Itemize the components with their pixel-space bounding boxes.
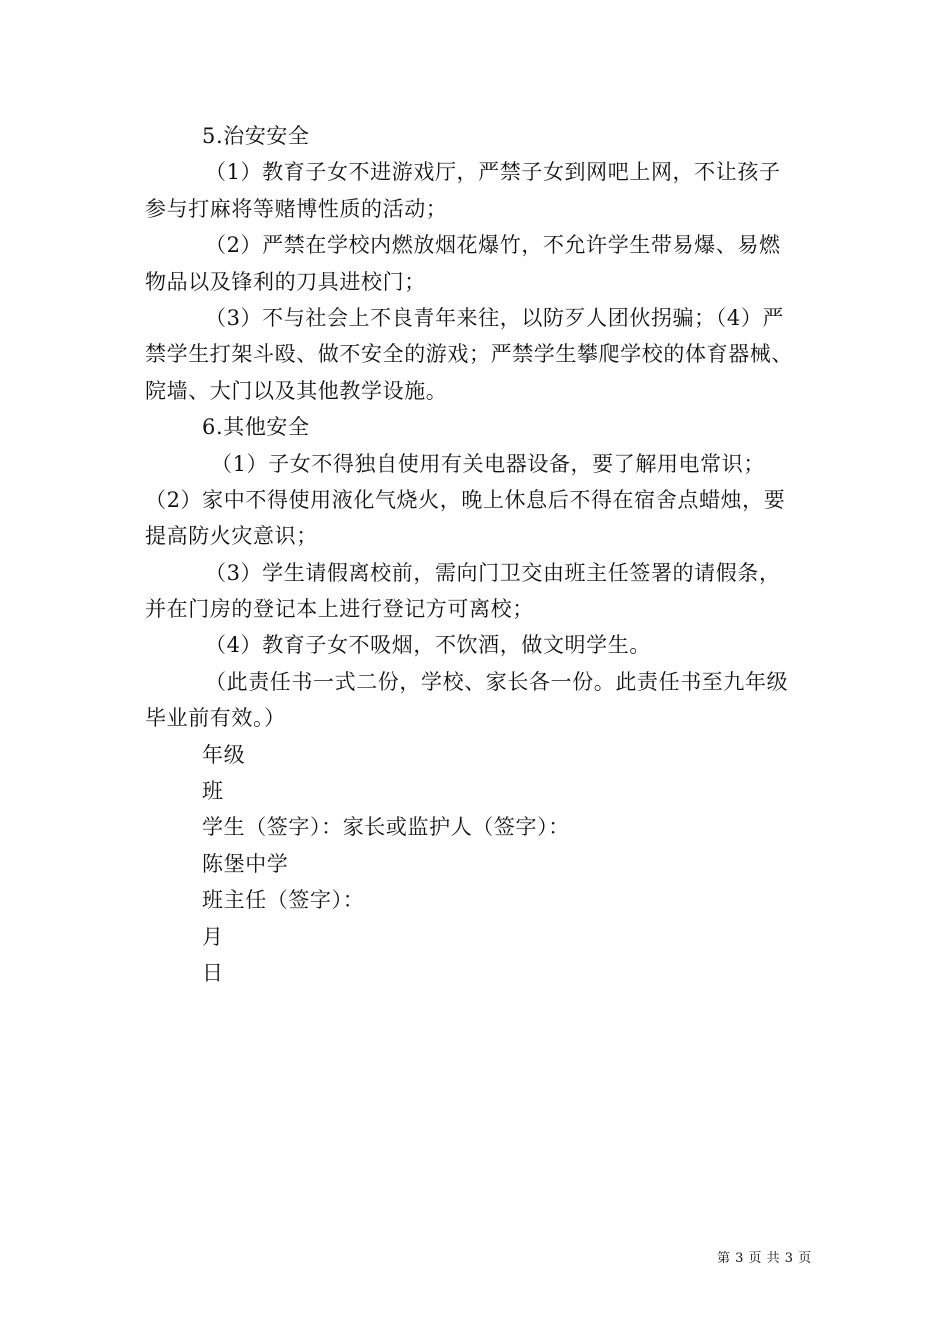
section-heading-security: 5.治安安全 — [202, 124, 310, 148]
day-label: 日 — [202, 960, 224, 985]
signature-line-student-parent: 学生（签字）：家长或监护人（签字）： — [202, 815, 570, 840]
section-heading-other: 6.其他安全 — [202, 415, 310, 440]
month-label: 月 — [202, 924, 224, 949]
paragraph-line: 提高防火灾意识； — [145, 524, 318, 549]
document-body — [145, 118, 825, 991]
paragraph-line: 院墙、大门以及其他教学设施。 — [145, 378, 448, 403]
signature-line-teacher: 班主任（签字）： — [202, 888, 365, 913]
paragraph-line: （2）家中不得使用液化气烧火，晚上休息后不得在宿舍点蜡烛，要 — [145, 487, 786, 512]
paragraph-line: （4）教育子女不吸烟，不饮酒，做文明学生。 — [205, 633, 651, 658]
paragraph-line: 参与打麻将等赌博性质的活动； — [145, 196, 448, 221]
paragraph-line: （3）不与社会上不良青年来往，以防歹人团伙拐骗；（4）严 — [205, 305, 785, 330]
paragraph-line: 毕业前有效。） — [145, 706, 286, 731]
paragraph-line: （2）严禁在学校内燃放烟花爆竹，不允许学生带易爆、易燃 — [205, 233, 781, 258]
school-name: 陈堡中学 — [202, 851, 289, 876]
paragraph-line: （1）教育子女不进游戏厅，严禁子女到网吧上网，不让孩子 — [205, 160, 781, 185]
paragraph-line: （3）学生请假离校前，需向门卫交由班主任签署的请假条， — [205, 560, 781, 585]
page-number: 第 3 页 共 3 页 — [717, 1251, 812, 1266]
class-label: 班 — [202, 779, 224, 804]
paragraph-line: （此责任书一式二份，学校、家长各一份。此责任书至九年级 — [205, 669, 789, 694]
paragraph-line: 物品以及锋利的刀具进校门； — [145, 269, 426, 294]
paragraph-line: 并在门房的登记本上进行登记方可离校； — [145, 597, 534, 622]
grade-label: 年级 — [202, 742, 246, 767]
paragraph-line: 禁学生打架斗殴、做不安全的游戏；严禁学生攀爬学校的体育器械、 — [145, 342, 793, 367]
paragraph-line: （1）子女不得独自使用有关电器设备，要了解用电常识； — [211, 451, 765, 476]
